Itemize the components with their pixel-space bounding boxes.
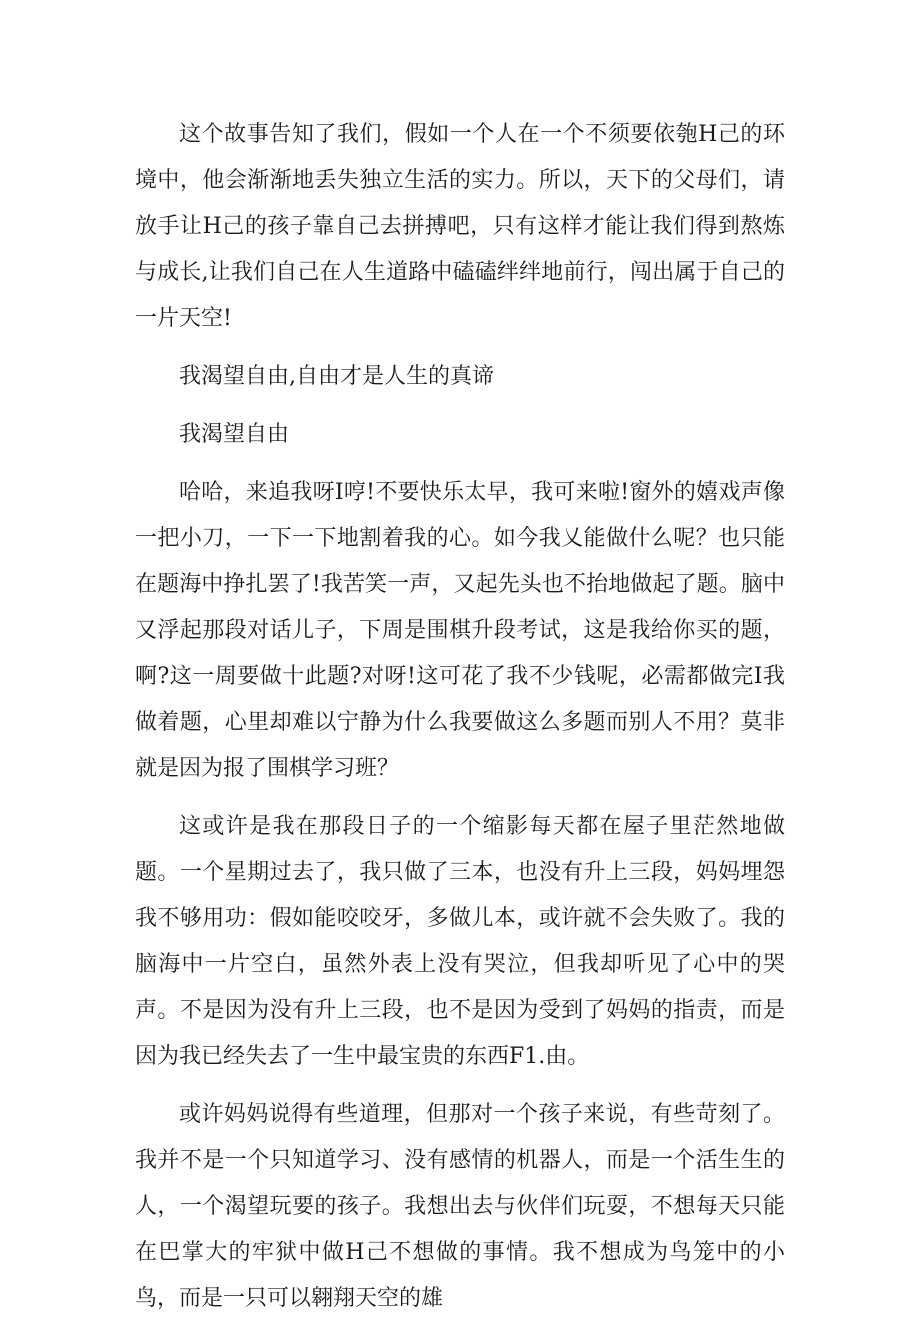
paragraph-3: 我渴望自由 bbox=[179, 422, 290, 447]
paragraph-2: 我渴望自由,自由才是人生的真谛 bbox=[179, 364, 494, 389]
paragraph-4: 哈哈，来追我呀I哼!不要快乐太早，我可来啦!窗外的嬉戏声像一把小刀，一下一下地割着我的心。如今我乂能做什么呢？也只能在题海中挣扎罢了!我苦笑一声，又起先头也不抬地做起了题。脑中又浮起那段对话儿子，下周是围棋升段考试，这是我给你买的题，啊?这一周要做十此题?对呀!这可花了我不少钱呢，必需都做完I我做着题，心里却难以宁静为什么我要做这么多题而别人不用？莫非就是因为报了围棋学习班？ bbox=[135, 480, 785, 781]
paragraph-6: 或许妈妈说得有些道理，但那对一个孩子来说，有些苛刻了。我并不是一个只知道学习、没有感情的机器人，而是一个活生生的人，一个渴望玩要的孩子。我想出去与伙伴们玩耍，不想每天只能在巴掌大的牢狱中做H己不想做的事情。我不想成为鸟笼中的小鸟，而是一只可以翱翔天空的雄 bbox=[135, 1102, 785, 1311]
paragraph-5: 这或许是我在那段日子的一个缩影每天都在屋子里茫然地做题。一个星期过去了，我只做了三本，也没有升上三段，妈妈埋怨我不够用功：假如能咬咬牙，多做儿本，或许就不会失败了。我的脑海中一片空白，虽然外表上没有哭泣，但我却听见了心中的哭声。不是因为没有升上三段，也不是因为受到了妈妈的指责，而是因为我已经失去了一生中最宝贵的东西F1.由。 bbox=[135, 814, 785, 1069]
document-body bbox=[135, 112, 785, 1322]
paragraph-1: 这个故事告知了我们，假如一个人在一个不须要依匏H己的环境中，他会渐渐地丢失独立生活的实力。所以，天下的父母们，请放手让H己的孩子靠自己去拼搏吧，只有这样才能让我们得到熬炼与成长,让我们自己在人生道路中磕磕绊绊地前行，闯出属于自己的一片天空! bbox=[135, 122, 785, 331]
